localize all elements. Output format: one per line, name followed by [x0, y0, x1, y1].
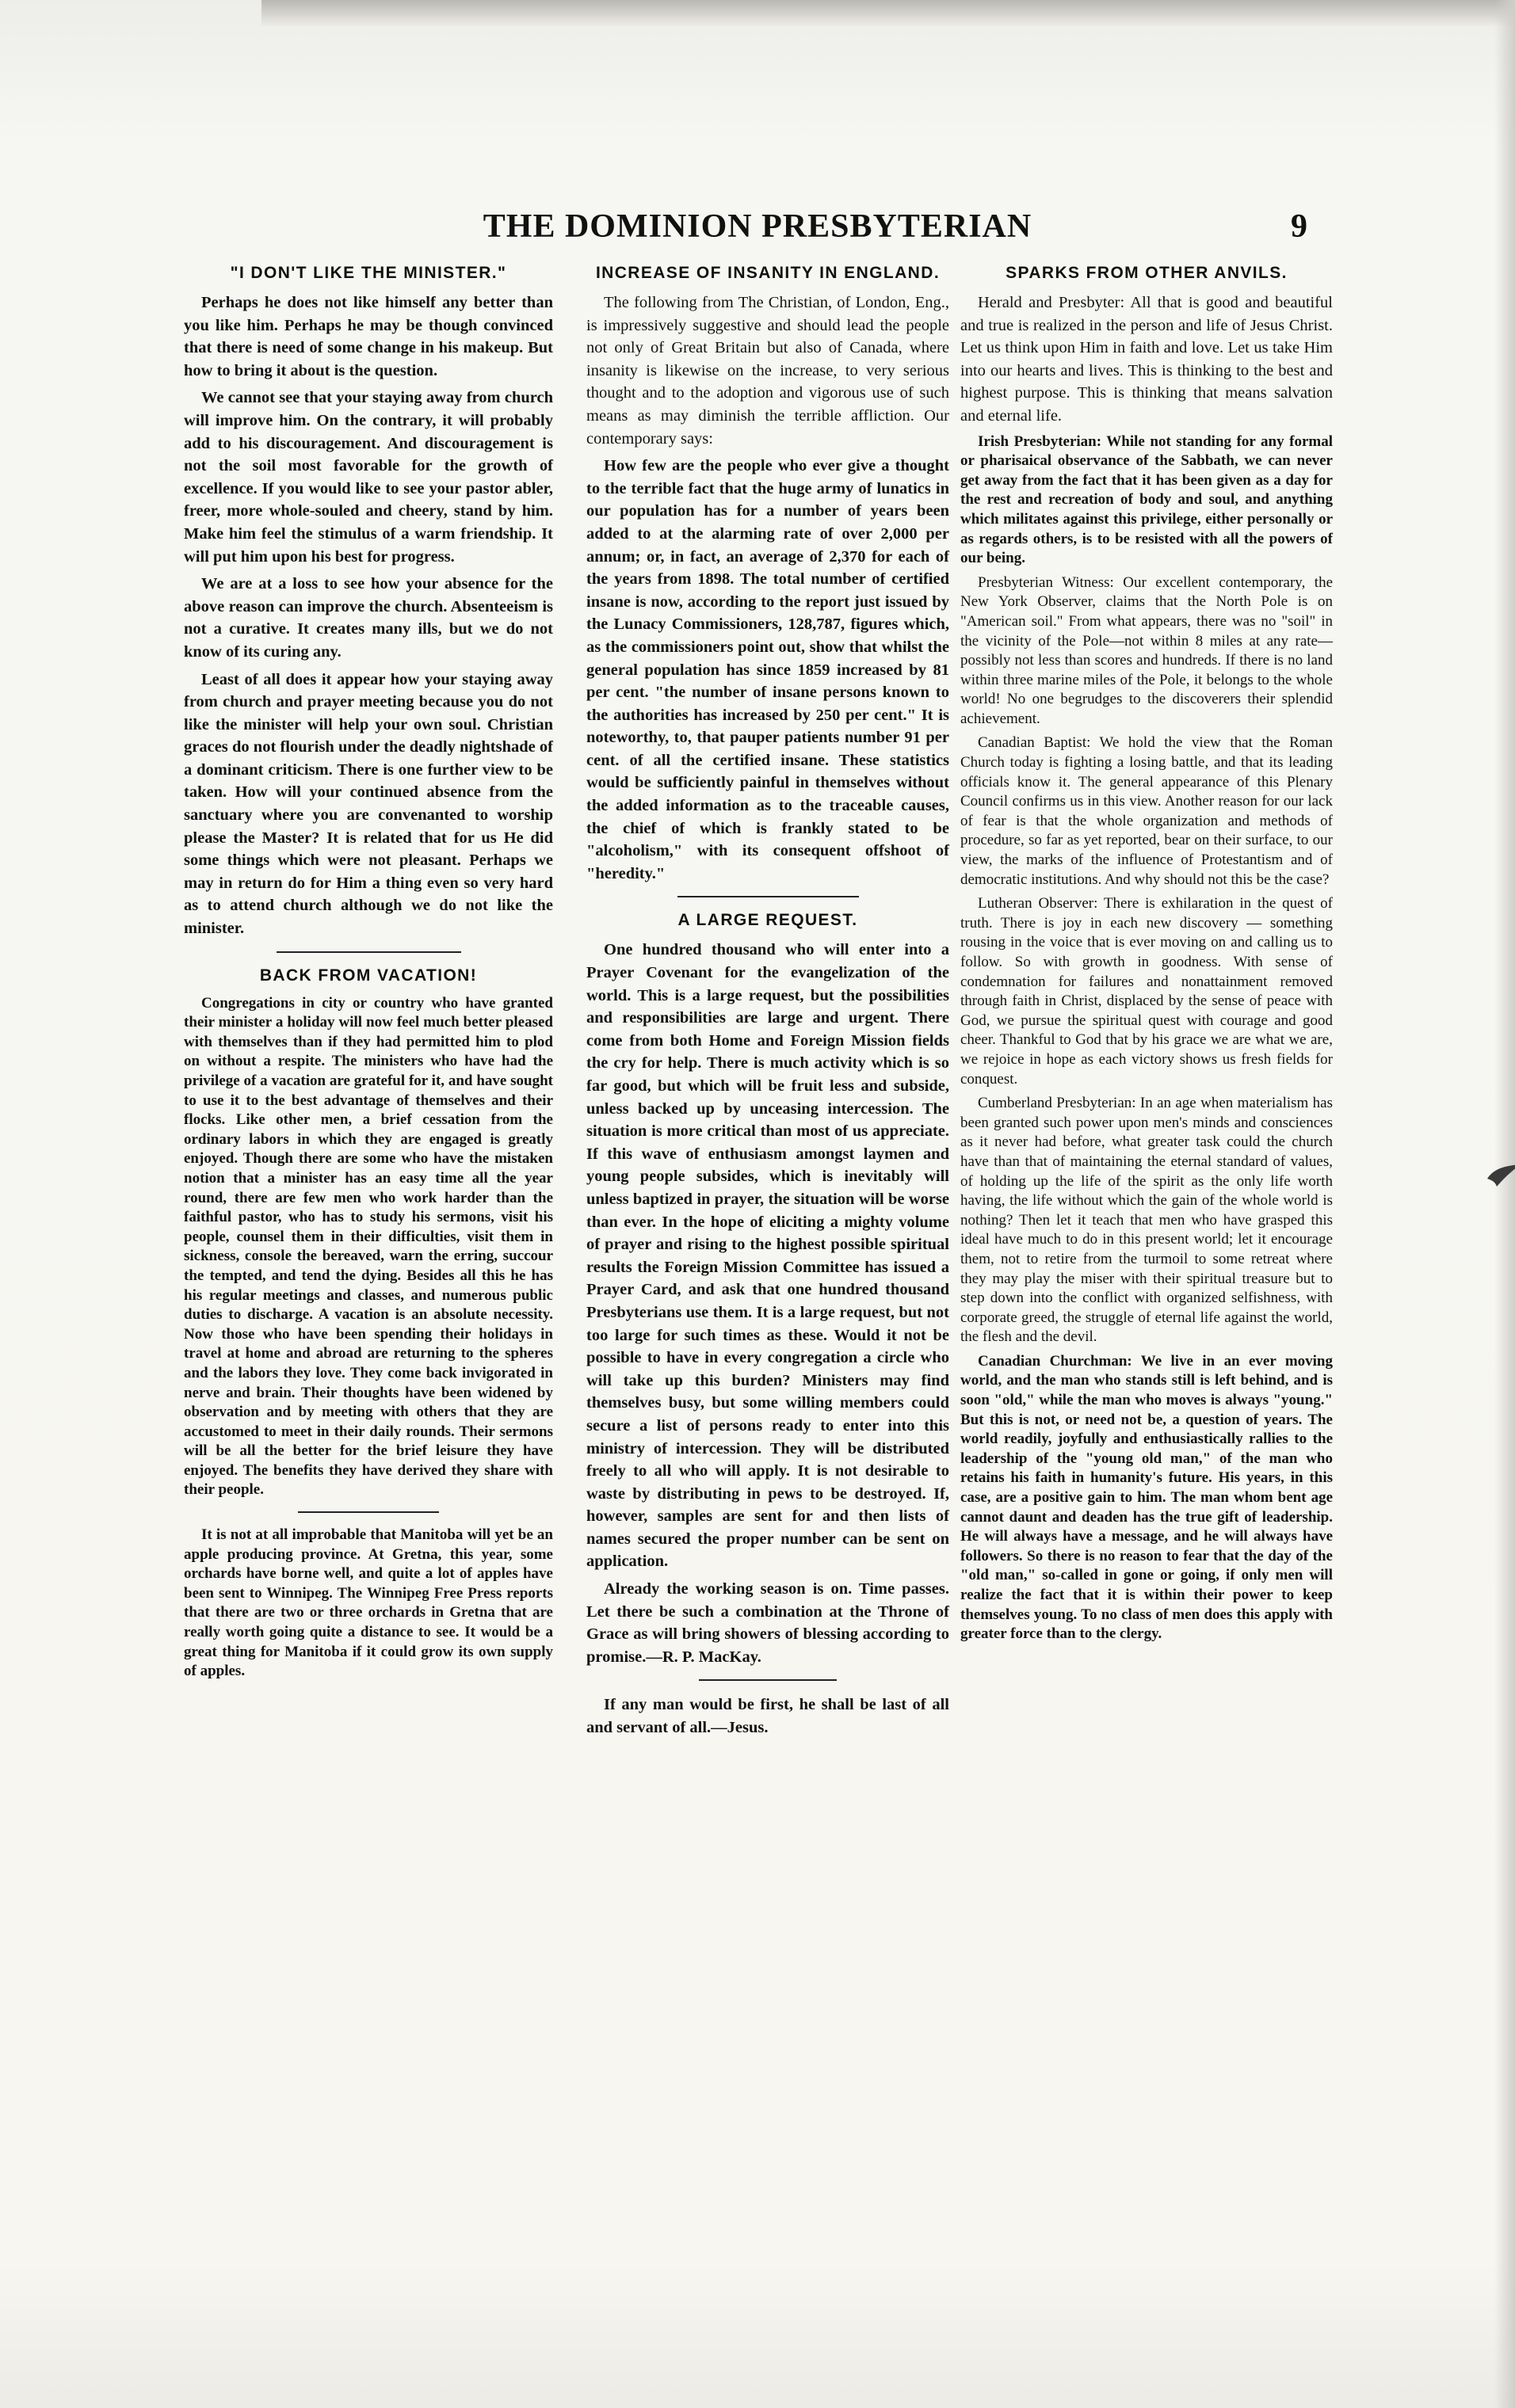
- divider-rule: [277, 951, 461, 953]
- article-paragraph: Herald and Presbyter: All that is good and beautiful and true is realized in the person and life of Jesus Christ. Let us think upon Him in faith and love. Let us take Him into our hearts and lives. This is thinking to the best and highest purpose. This is thinking that means salvation and eternal life.: [960, 294, 1333, 425]
- ink-smudge-mark: [1486, 1163, 1515, 1190]
- divider-rule: [298, 1511, 438, 1513]
- article-paragraph: Perhaps he does not like himself any better than you like him. Perhaps he may be though convinced that there is need of some change in his makeup. But how to bring it about is the question.: [184, 294, 553, 379]
- article-paragraph: The following from The Christian, of London, Eng., is impressively suggestive and should lead the people not only of Great Britain but also of Canada, where insanity is likewise on the increase, to very serious thought and to the adoption and vigorous use of such means as may diminish the terrible affliction. Our contemporary says:: [586, 294, 949, 448]
- article-paragraph: Canadian Churchman: We live in an ever moving world, and the man who stands still is left behind, and is soon "old," while the man who moves is always "young." But this is not, or need not be, a question of years. The world readily, joyfully and enthusiastically rallies to the leadership of the "young old man," of the man who retains his faith in humanity's future. His years, in this case, are a positive gain to him. The man whom bent age cannot daunt and deaden has the true gift of leadership. He will always have a message, and he will always have followers. So there is no reason to fear that the day of the "old man," so-called in gone or going, if only men will realize the fact that it is within their power to keep themselves young. To no class of men does this apply with greater force than to the clergy.: [960, 1352, 1333, 1643]
- divider-rule: [699, 1679, 837, 1681]
- article-heading-insanity: INCREASE OF INSANITY IN ENGLAND.: [595, 264, 941, 282]
- column-middle: [586, 263, 949, 1744]
- article-paragraph: Congregations in city or country who have granted their minister a holiday will now feel much better pleased with themselves than if they had permitted him to plod on without a respite. The ministers who have had the privilege of a vacation are grateful for it, and have sought to use it to the best advantage of themselves and their flocks. Like other men, a brief cessation from the ordinary labors in which they are engaged is greatly enjoyed. Though there are some who have the mistaken notion that a minister has an easy time all the year round, there are few men who work harder than the faithful pastor, who has to study his sermons, visit his people, counsel them in their difficulties, visit them in sickness, console the bereaved, warn the erring, succour the tempted, and tend the dying. Besides all this he has his regular meetings and classes, and numerous public duties to discharge. A vacation is an absolute necessity. Now those who have been spending their holidays in travel at home and abroad are returning to the spheres and the labors they love. They come back invigorated in nerve and brain. Their thoughts have been widened by observation and by meeting with others that they are accustomed to meet in their daily rounds. Their sermons will be all the better for the brief leisure they have enjoyed. The benefits they have derived they share with their people.: [184, 994, 553, 1499]
- article-heading-back-from-vacation: BACK FROM VACATION!: [259, 966, 478, 985]
- article-paragraph-manitoba-apples: It is not at all improbable that Manitoba will yet be an apple producing province. At Gretna, this year, some orchards have borne well, and quite a lot of apples have been sent to Winnipeg. The Winnipeg Free Press reports that there are two or three orchards in Gretna that are really worth going quite a distance to see. It would be a great thing for Manitoba if it could grow its own supply of apples.: [184, 1526, 553, 1680]
- article-paragraph: Canadian Baptist: We hold the view that the Roman Church today is fighting a losing battle, and that its leading officials know it. The general appearance of this Plenary Council confirms us in this view. Another reason for our lack of fear is that the whole organization and methods of procedure, so far as yet reported, bear on their surface, to our view, the marks of the influence of Protestantism and of democratic institutions. And why should not this be the case?: [960, 734, 1333, 888]
- article-paragraph: Irish Presbyterian: While not standing for any formal or pharisaical observance of the Sabbath, we can never get away from the fact that it has been given as a day for the rest and recreation of body and soul, and anything which militates against this privilege, either personally or as regards others, is to be resisted with all the powers of our being.: [960, 432, 1333, 567]
- article-paragraph: How few are the people who ever give a thought to the terrible fact that the huge army of lunatics in our population has for a number of years been added to at the alarming rate of over 2,000 per annum; or, in fact, an average of 2,370 for each of the years from 1898. The total number of certified insane is now, according to the report just issued by the Lunacy Commissioners, 128,787, figures which, as the commissioners point out, show that whilst the general population has since 1859 increased by 81 per cent. "the number of insane persons known to the authorities has increased by 250 per cent." It is noteworthy, to, that pauper patients number 91 per cent. of all the certified insane. These statistics would be sufficiently painful in themselves without the added information as to the traceable causes, the chief of which is frankly stated to be "alcoholism," with its consequent offshoot of "heredity.": [586, 457, 949, 882]
- article-heading-sparks: SPARKS FROM OTHER ANVILS.: [1006, 264, 1288, 282]
- article-heading-large-request: A LARGE REQUEST.: [677, 911, 858, 930]
- article-heading-dont-like-minister: "I DON'T LIKE THE MINISTER.": [230, 264, 507, 282]
- article-paragraph-quote: If any man would be first, he shall be last of all and servant of all.—Jesus.: [586, 1696, 949, 1737]
- column-right: [960, 263, 1333, 1649]
- scan-shadow-right: [1494, 0, 1515, 2408]
- page-number: 9: [1291, 208, 1307, 245]
- article-paragraph: Lutheran Observer: There is exhilaration in the quest of truth. There is joy in each new discovery — something rousing in the voice that is ever moving on and calling us to follow. So with growth in goodness. With sense of condemnation for failures and nonattainment removed through faith in Christ, displaced by the sense of peace with God, we pursue the spiritual quest with courage and good cheer. Thankful to God that by his grace we are what we are, we rejoice in hope as each victory shows us fresh fields for conquest.: [960, 895, 1333, 1088]
- column-left: [184, 263, 553, 1686]
- scan-shadow-top: [261, 0, 1515, 27]
- masthead-title: THE DOMINION PRESBYTERIAN: [483, 208, 1032, 245]
- article-paragraph: We are at a loss to see how your absence for the above reason can improve the church. Absenteeism is not a curative. It creates many ills, but we do not know of its curing any.: [184, 575, 553, 661]
- divider-rule: [677, 896, 859, 897]
- page-header: [179, 208, 1328, 255]
- article-paragraph: Cumberland Presbyterian: In an age when materialism has been granted such power upon men's minds and consciences as it never had before, what greater task could the church have than that of maintaining the eternal standard of values, of holding up the life of the spirit as the only life worth having, the life without which the gain of the whole world is nothing? Then let it teach that men who have grasped this ideal have much to do in this present world; let it encourage them, not to retire from the turmoil to some retreat where they may play the miser with their spiritual treasure but to step down into the conflict with organized selfishness, with corporate greed, the struggle of eternal life against the world, the flesh and the devil.: [960, 1095, 1333, 1346]
- article-paragraph: Least of all does it appear how your staying away from church and prayer meeting because you do not like the minister will help your own soul. Christian graces do not flourish under the deadly nightshade of a dominant criticism. There is one further view to be taken. How will your continued absence from the sanctuary where you are convenanted to worship please the Master? It is related that for us He did some things which were not pleasant. Perhaps we may in return do for Him a thing even so very hard as to attend church although we do not like the minister.: [184, 670, 553, 938]
- article-paragraph: One hundred thousand who will enter into a Prayer Covenant for the evangelization of the world. This is a large request, but the possibilities and responsibilities are large and urgent. There come from both Home and Foreign Mission fields the cry for help. There is much activity which is so far good, but which will be fruit less and subside, unless backed up by unceasing intercession. The situation is more critical than most of us appreciate. If this wave of enthusiasm amongst laymen and young people subsides, which is inevitably will unless baptized in prayer, the situation will be worse than ever. In the hope of eliciting a mighty volume of prayer and rising to the highest possible spiritual results the Foreign Mission Committee has issued a Prayer Card, and ask that one hundred thousand Presbyterians use them. It is a large request, but not too large for such times as these. Would it not be possible to have in every congregation a circle who will take up this burden? Ministers may find themselves busy, but some willing members could secure a list of persons ready to enter into this ministry of intercession. They will be distributed freely to all who will apply. It is not desirable to waste by distributing in pews to be destroyed. If, however, samples are sent for and then lists of names secured the proper number can be sent on application.: [586, 941, 949, 1571]
- article-paragraph: Already the working season is on. Time passes. Let there be such a combination at the Throne of Grace as will bring showers of blessing according to promise.—R. P. MacKay.: [586, 1580, 949, 1666]
- article-paragraph: Presbyterian Witness: Our excellent contemporary, the New York Observer, claims that the North Pole is on "American soil." From what appears, there was no "soil" in the vicinity of the Pole—not within 8 miles at any rate—possibly not less than scores and hundreds. If there is no land within three marine miles of the Pole, it belongs to the whole world! No one begrudges to the discoverers their splendid achievement.: [960, 573, 1333, 727]
- article-paragraph: We cannot see that your staying away from church will improve him. On the contrary, it will probably add to his discouragement. And discouragement is not the soil most favorable for the growth of excellence. If you would like to see your pastor abler, freer, more whole-souled and cheery, stand by him. Make him feel the stimulus of a warm friendship. It will put him upon his best for progress.: [184, 389, 553, 566]
